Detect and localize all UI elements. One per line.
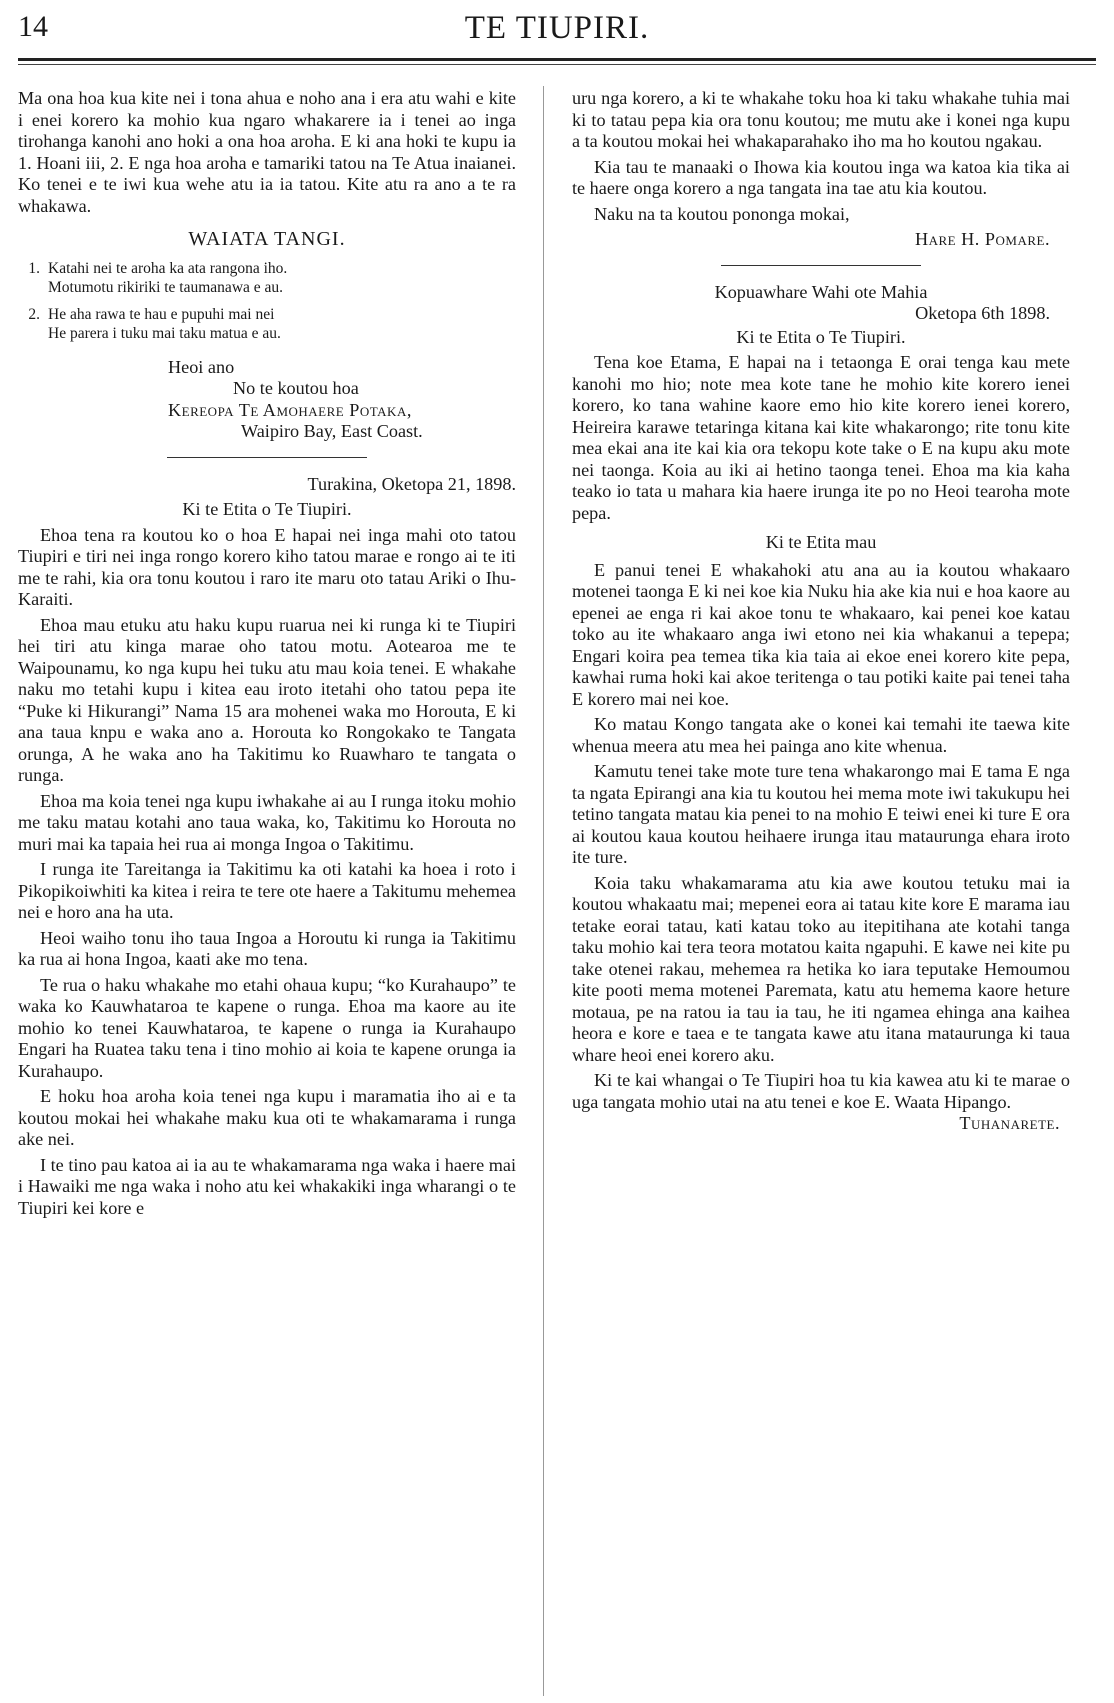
letter-paragraph: I te tino pau katoa ai ia au te whakamarama nga waka i haere mai i Hawaiki me nga waka i noho atu kei whakakiki inga wharangi o te Tiupiri kei kore e: [18, 1154, 516, 1218]
section-rule: [167, 457, 367, 458]
verse: [18, 259, 516, 297]
verse-line: Motumotu rikiriki te taumanawa e au.: [48, 278, 284, 296]
letter-paragraph: Ehoa ma koia tenei nga kupu iwhakahe ai au I runga itoku mohio me taku matau kotahi ano taua waka, ko, Takitimu ko Horouta no muri mai ka tapaia hei rua ai monga Ingoa o Takitimu.: [18, 790, 516, 854]
letter-paragraph: Ko matau Kongo tangata ake o konei kai temahi ite taewa kite whenua meera atu mea hei painga ano kite whenua.: [572, 714, 1070, 756]
page-number: 14: [18, 10, 48, 43]
letter-paragraph: I runga ite Tareitanga ia Takitimu ka oti katahi ka hoea i roto i Pikopikoiwhiti ka kitea i reira te tere ote haere a Takitumu mehemea nei e horo ana ha uta.: [18, 859, 516, 922]
page-header: [18, 6, 1096, 46]
right-column: [572, 88, 1070, 1135]
letter-paragraph: E hoku hoa aroha koia tenei nga kupu i maramatia iho ai e ta koutou mokai hei whakahe maku kua oti te whakamarama i runga ake nei.: [18, 1086, 516, 1149]
verse-line: He aha rawa te hau e pupuhi mai nei: [48, 305, 275, 323]
letter-paragraph: Ki te kai whangai o Te Tiupiri hoa tu kia kawea atu ki te marae o uga tangata mohio utai na atu tenei e koe E. Waata Hipango.: [572, 1070, 1070, 1112]
salutation: Ki te Etita o Te Tiupiri.: [736, 326, 906, 347]
section-rule: [721, 265, 921, 266]
place-line: Kopuawhare Wahi ote Mahia: [714, 281, 928, 302]
dateline: Oketopa 6th 1898.: [915, 303, 1050, 323]
intro-paragraph: Ma ona hoa kua kite nei i tona ahua e noho ana i era atu wahi e kite i enei korero ka mohio kua ngaro whakarere ia i tenei ao inga tirohanga kanohi ano hoki a ona hoa aroha. E ki ana hoki te kupu ia 1. Hoani iii, 2. E nga hoa aroha e tamariki tatou na Te Atua inaianei. Ko tenei e te iwi kua wehe atu ia ia tatou. Kite atu ra ano a te ra whakawa.: [18, 88, 516, 216]
signature-place: Waipiro Bay, East Coast.: [241, 421, 423, 441]
header-rule-thick: [18, 58, 1096, 61]
letter-paragraph: Ehoa tena ra koutou ko o hoa E hapai nei inga mahi oto tatou Tiupiri e tiri nei inga rongo korero kiho tatou marae e rongo ai te iti me te rahi, kia ora tonu koutou i raro ite maru oto tatau Ariki o Ihu-Karaiti.: [18, 524, 516, 609]
header-rule-thin: [18, 64, 1096, 65]
letter-paragraph: E panui tenei E whakahoki atu ana au ia koutou whakaaro motenei taonga E ki nei koe kia Nuku hia ake kia nui e hoa kaore au epenei ae enga ri kai akoe tonu te whakaaro, kai penei koe katau toko au ite whakaaro anga iwi etono nei kia whakanui a tepepa; Engari koira pea temea tika kia taia ai ekoe enei korero kite pepa, kawhai ruma hoki kai akoe teritenga o tau potiki kaite pai tenei taha E korero mai nei koe.: [572, 559, 1070, 709]
salutation: Ki te Etita o Te Tiupiri.: [182, 499, 352, 519]
left-column: [18, 88, 516, 1223]
letter-paragraph: Ehoa mau etuku atu haku kupu ruarua nei ki runga ki te Tiupiri hei tiri atu kinga marae oho tatou motu. Aotearoa me te Waipounamu, ko nga kupu hei tuku atu mau koia tenei. E whakahe naku mo tetahi kupu i kitea eau iroto itetahi oho tatou pepa ite “Puke ki Hikurangi” Nama 15 ara mohenei waka mo Horouta, E ki ana taua knpu e waka ano a. Horouta ko Rongokako te Tangata orunga, A he waka ano ha Takitimu ko Ruawharo te tangata o runga.: [18, 614, 516, 785]
letter-paragraph: Tena koe Etama, E hapai na i tetaonga E orai tenga kau mete kanohi mo hio; note mea kote tane he mohio kite korero ienei korero, ko tana wahine kaore emo hio kite korero ienei korero, Heireira karawe tetaringa kitana kai kite whakarongo; rite tonu kite mea ekai ana ite kai kia ora tekopu kote take o E na kupu aku mote nei taonga. Koia au iki ai hetino taonga tenei. Ehoa ma kia kaha teako io tata u mahara kia haere irunga ite po no Heoi tearoha mote pepa.: [572, 352, 1070, 523]
signature-name: Tuhanarete.: [959, 1113, 1060, 1133]
letter-paragraph: Koia taku whakamarama atu kia awe koutou tetuku mai ia koutou whakaatu mai; mepenei eora ai tatau kite kore E marama iau tetake eorai tatau, kati katau toko au itepitihana ate kotahi tanga taku mohio kai tera teora motatou kaita ngapuhi. E kawe nei kite pu take otenei rakau, mehemea ra hetika ko iara teputake Hemoumou kite pooti mema motenei Paremata, katu atu hemema kaore heture motaua, pe na ratou ia tau ia tau, he iti ngamea ehinga ana kaihea heora e kore e taea e te tangata kawe atu itana mataurunga ki taua whare heoi enei korero aku.: [572, 872, 1070, 1065]
signature-name: Hare H. Pomare.: [914, 229, 1050, 249]
signature-block: [18, 357, 516, 443]
column-divider: [543, 86, 544, 1696]
verse-number: 2.: [28, 305, 40, 323]
verse-line: He parera i tuku mai taku matua e au.: [48, 324, 281, 342]
letter-paragraph: Te rua o haku whakahe mo etahi ohaua kupu; “ko Kurahaupo” te waka ko Kauwhataroa te kapene o runga. Ehoa ma kaore au ite mohio ko tenei Kauwhataroa, te kapene o runga ia Kurahaupo Engari ha Ruatea taku tena i tino mohio ai koia te kapene orunga ia Kurahaupo.: [18, 974, 516, 1081]
letter-paragraph: uru nga korero, a ki te whakahe toku hoa ki taku whakahe tuhia mai ki to tatau pepa kia ora tonu koutou; me mutu ake i konei nga kupu a ta koutou mokai hei whakaparahako iho ma ho koutou ngakau.: [572, 88, 1070, 151]
dateline: Turakina, Oketopa 21, 1898.: [307, 473, 516, 494]
waiata-heading: WAIATA TANGI.: [188, 228, 346, 250]
verse: [18, 305, 516, 343]
page-title: TE TIUPIRI.: [464, 10, 650, 46]
letter-paragraph: Heoi waiho tonu iho taua Ingoa a Horoutu ki runga ia Takitimu ka rua ai hona Ingoa, kaati ake mo tena.: [18, 927, 516, 969]
verse-line: Katahi nei te aroha ka ata rangona iho.: [48, 259, 288, 277]
section-heading: Ki te Etita mau: [765, 532, 877, 552]
signature-line: No te koutou hoa: [233, 378, 359, 398]
letter-paragraph: Kia tau te manaaki o Ihowa kia koutou inga wa katoa kia tika ai te haere onga korero a nga tangata ina tae atu kia koutou.: [572, 156, 1070, 198]
signature-name: Kereopa Te Amohaere Potaka,: [168, 399, 412, 420]
signature-line: Heoi ano: [168, 356, 235, 377]
closing-line: Naku na ta koutou pononga mokai,: [594, 203, 850, 224]
letter-paragraph: Kamutu tenei take mote ture tena whakarongo mai E tama E nga ta ngata Epirangi ana kia tu koutou hei mema mote iwi takukupu hei tetino tangata matau kia penei to na mohio E teiwi enei ki ture E ora ai koutou kaua koutou heihaere irunga itau mataurunga ehara iroto ite ture.: [572, 761, 1070, 867]
verse-number: 1.: [28, 259, 40, 277]
